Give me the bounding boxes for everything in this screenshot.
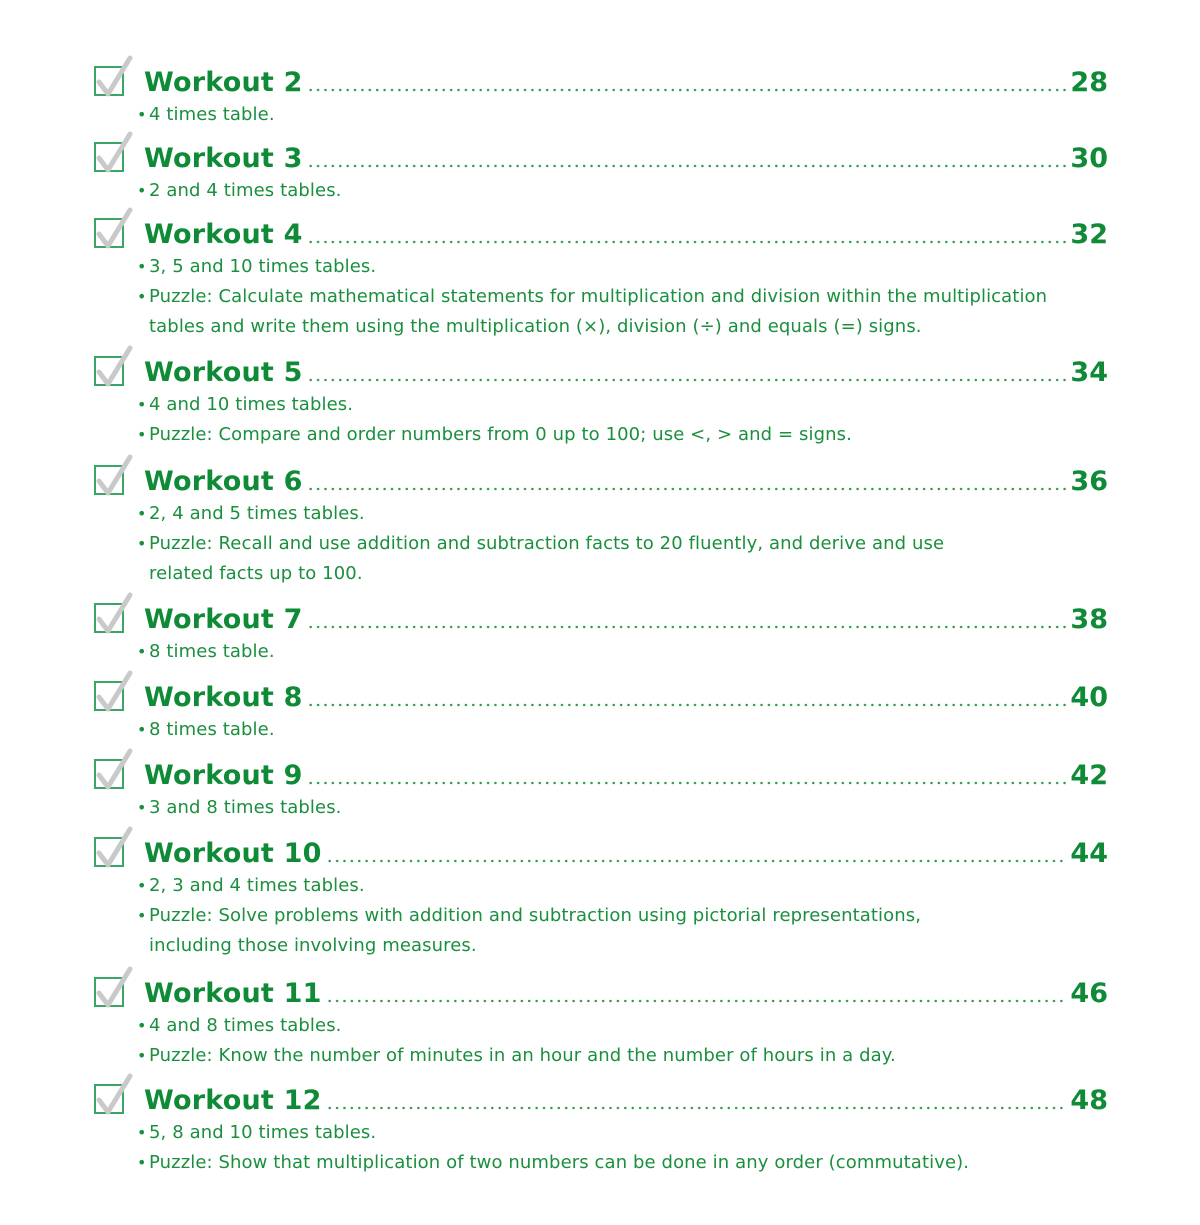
dot-leader xyxy=(307,376,1067,384)
checked-checkbox-icon[interactable] xyxy=(94,977,124,1007)
toc-entry-workout-6 xyxy=(92,463,1108,589)
dot-leader xyxy=(307,238,1067,246)
checked-checkbox-icon[interactable] xyxy=(94,837,124,867)
topic-item: • 3, 5 and 10 times tables. xyxy=(136,252,1066,282)
workout-title[interactable]: Workout 12 xyxy=(144,1085,322,1116)
bullet-icon: • xyxy=(137,181,147,200)
bullet-icon: • xyxy=(137,1123,147,1142)
topic-list xyxy=(136,637,1066,667)
bullet-icon: • xyxy=(137,720,147,739)
workout-title[interactable]: Workout 3 xyxy=(144,143,303,174)
bullet-icon: • xyxy=(137,798,147,817)
topic-list xyxy=(136,390,1066,450)
topic-list xyxy=(136,100,1066,130)
bullet-icon: • xyxy=(137,395,147,414)
bullet-icon: • xyxy=(137,257,147,276)
toc-entry-workout-2 xyxy=(92,64,1108,130)
workout-title[interactable]: Workout 11 xyxy=(144,978,322,1009)
page-number[interactable]: 40 xyxy=(1070,682,1108,713)
topic-list xyxy=(136,1118,1066,1178)
workout-title[interactable]: Workout 5 xyxy=(144,357,303,388)
bullet-icon: • xyxy=(137,876,147,895)
bullet-icon: • xyxy=(137,906,147,925)
topic-item: • 2, 4 and 5 times tables. xyxy=(136,499,1066,529)
dot-leader xyxy=(307,701,1067,709)
topic-list xyxy=(136,252,1066,342)
workout-title[interactable]: Workout 10 xyxy=(144,838,322,869)
workout-title[interactable]: Workout 7 xyxy=(144,604,303,635)
topic-item: • 8 times table. xyxy=(136,637,1066,667)
topic-list xyxy=(136,499,1066,589)
topic-item: • 3 and 8 times tables. xyxy=(136,793,1066,823)
bullet-icon: • xyxy=(137,1046,147,1065)
dot-leader xyxy=(307,86,1067,94)
page-number[interactable]: 32 xyxy=(1070,219,1108,250)
toc-entry-workout-3 xyxy=(92,140,1108,206)
topic-item: • 5, 8 and 10 times tables. xyxy=(136,1118,1066,1148)
workout-title[interactable]: Workout 8 xyxy=(144,682,303,713)
workout-title[interactable]: Workout 9 xyxy=(144,760,303,791)
checked-checkbox-icon[interactable] xyxy=(94,66,124,96)
page-number[interactable]: 28 xyxy=(1070,67,1108,98)
dot-leader xyxy=(326,1104,1067,1112)
toc-entry-workout-8 xyxy=(92,679,1108,745)
topic-item: • Puzzle: Calculate mathematical statements for multiplication and division within the multiplication tables and write them using the multiplication (×), division (÷) and equals (=) signs. xyxy=(136,282,1066,342)
bullet-icon: • xyxy=(137,105,147,124)
checked-checkbox-icon[interactable] xyxy=(94,1084,124,1114)
checked-checkbox-icon[interactable] xyxy=(94,218,124,248)
bullet-icon: • xyxy=(137,1153,147,1172)
topic-item: • 4 and 8 times tables. xyxy=(136,1011,1066,1041)
toc-entry-workout-11 xyxy=(92,975,1108,1071)
workout-title[interactable]: Workout 6 xyxy=(144,466,303,497)
checked-checkbox-icon[interactable] xyxy=(94,465,124,495)
topic-item: • 2, 3 and 4 times tables. xyxy=(136,871,1066,901)
page-number[interactable]: 48 xyxy=(1070,1085,1108,1116)
toc-entry-workout-5 xyxy=(92,354,1108,450)
page-number[interactable]: 44 xyxy=(1070,838,1108,869)
topic-list xyxy=(136,1011,1066,1071)
bullet-icon: • xyxy=(137,425,147,444)
toc-entry-workout-4 xyxy=(92,216,1108,342)
topic-item: • 4 times table. xyxy=(136,100,1066,130)
topic-item: • Puzzle: Solve problems with addition and subtraction using pictorial representations, including those involving measures. xyxy=(136,901,929,961)
topic-item: • Puzzle: Know the number of minutes in an hour and the number of hours in a day. xyxy=(136,1041,1066,1071)
bullet-icon: • xyxy=(137,642,147,661)
checked-checkbox-icon[interactable] xyxy=(94,759,124,789)
checked-checkbox-icon[interactable] xyxy=(94,681,124,711)
checked-checkbox-icon[interactable] xyxy=(94,356,124,386)
dot-leader xyxy=(307,623,1067,631)
dot-leader xyxy=(307,162,1067,170)
dot-leader xyxy=(307,485,1067,493)
bullet-icon: • xyxy=(137,534,147,553)
page-number[interactable]: 42 xyxy=(1070,760,1108,791)
topic-item: • 8 times table. xyxy=(136,715,1066,745)
toc-entry-workout-9 xyxy=(92,757,1108,823)
dot-leader xyxy=(326,997,1067,1005)
workout-title[interactable]: Workout 4 xyxy=(144,219,303,250)
topic-item: • 2 and 4 times tables. xyxy=(136,176,1066,206)
page-number[interactable]: 46 xyxy=(1070,978,1108,1009)
bullet-icon: • xyxy=(137,287,147,306)
page-number[interactable]: 30 xyxy=(1070,143,1108,174)
topic-list xyxy=(136,176,1066,206)
topic-item: • Puzzle: Recall and use addition and subtraction facts to 20 fluently, and derive and use related facts up to 100. xyxy=(136,529,949,589)
checked-checkbox-icon[interactable] xyxy=(94,603,124,633)
page-number[interactable]: 36 xyxy=(1070,466,1108,497)
page-number[interactable]: 38 xyxy=(1070,604,1108,635)
toc-entry-workout-7 xyxy=(92,601,1108,667)
bullet-icon: • xyxy=(137,504,147,523)
topic-list xyxy=(136,871,1066,961)
topic-item: • Puzzle: Compare and order numbers from 0 up to 100; use <, > and = signs. xyxy=(136,420,1066,450)
workout-title[interactable]: Workout 2 xyxy=(144,67,303,98)
checked-checkbox-icon[interactable] xyxy=(94,142,124,172)
toc-entry-workout-12 xyxy=(92,1082,1108,1178)
topic-item: • Puzzle: Show that multiplication of two numbers can be done in any order (commutative). xyxy=(136,1148,1066,1178)
page-number[interactable]: 34 xyxy=(1070,357,1108,388)
bullet-icon: • xyxy=(137,1016,147,1035)
topic-list xyxy=(136,715,1066,745)
toc-entry-workout-10 xyxy=(92,835,1108,961)
dot-leader xyxy=(307,779,1067,787)
topic-item: • 4 and 10 times tables. xyxy=(136,390,1066,420)
topic-list xyxy=(136,793,1066,823)
dot-leader xyxy=(326,857,1067,865)
